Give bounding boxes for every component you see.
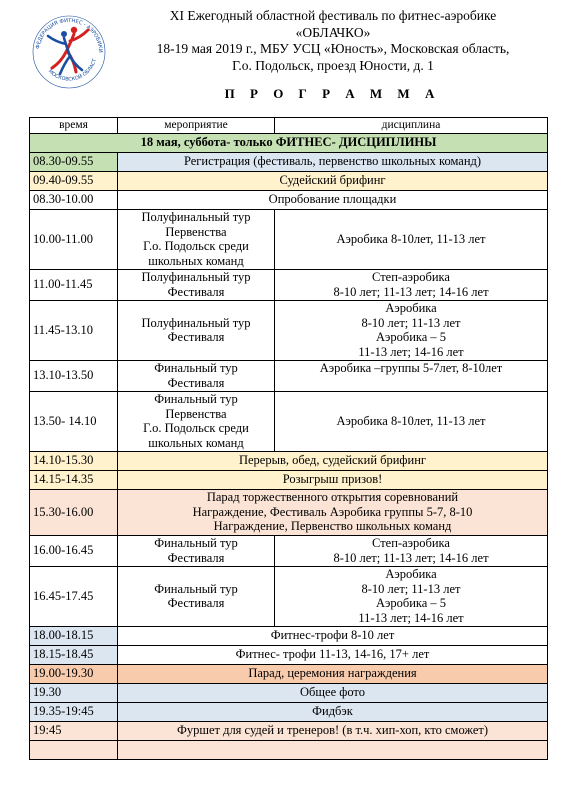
event-line: Г.о. Подольск среди bbox=[143, 239, 249, 253]
column-header-discipline: дисциплина bbox=[275, 118, 548, 134]
row-time: 08.30-10.00 bbox=[30, 190, 118, 209]
section-title: 18 мая, суббота- только ФИТНЕС- ДИСЦИПЛИНЫ bbox=[30, 133, 548, 152]
festival-header bbox=[118, 8, 548, 74]
discipline-line: 8-10 лет; 11-13 лет bbox=[361, 315, 461, 330]
table-row bbox=[30, 152, 548, 171]
row-text: Общее фото bbox=[118, 683, 548, 702]
discipline-line: Аэробика bbox=[385, 301, 437, 315]
row-time: 16.45-17.45 bbox=[30, 566, 118, 626]
column-header-time: время bbox=[30, 118, 118, 134]
row-event bbox=[118, 535, 275, 566]
row-time: 15.30-16.00 bbox=[30, 489, 118, 535]
row-time: 19.00-19.30 bbox=[30, 664, 118, 683]
header-line-2: «ОБЛАЧКО» bbox=[295, 24, 371, 40]
row-time: 16.00-16.45 bbox=[30, 535, 118, 566]
header-line-4: Г.о. Подольск, проезд Юности, д. 1 bbox=[232, 57, 434, 73]
row-discipline bbox=[275, 535, 548, 566]
row-time: 19.30 bbox=[30, 683, 118, 702]
discipline-line: 8-10 лет; 11-13 лет; 14-16 лет bbox=[333, 284, 489, 299]
row-time: 14.10-15.30 bbox=[30, 451, 118, 470]
table-row bbox=[30, 391, 548, 451]
table-row bbox=[30, 489, 548, 535]
program-title: П Р О Г Р А М М А bbox=[224, 86, 441, 101]
row-time: 13.10-13.50 bbox=[30, 360, 118, 391]
table-row bbox=[30, 360, 548, 391]
logo-ring-text-bottom: МОСКОВСКОЙ ОБЛАСТ bbox=[46, 58, 99, 83]
row-text: Судейский брифинг bbox=[118, 171, 548, 190]
event-line: Полуфинальный тур bbox=[141, 270, 251, 284]
event-line: Г.о. Подольск среди bbox=[143, 421, 249, 435]
row-text: Регистрация (фестиваль, первенство школьных команд) bbox=[118, 152, 548, 171]
row-text: Парад, церемония награждения bbox=[118, 664, 548, 683]
event-line: Фестиваля bbox=[167, 596, 225, 610]
row-text: Розыгрыш призов! bbox=[118, 470, 548, 489]
row-line: Парад торжественного открытия соревнований bbox=[206, 490, 459, 505]
discipline-line: Аэробика – 5 bbox=[375, 330, 447, 344]
table-row bbox=[30, 645, 548, 664]
discipline-line: Аэробика bbox=[385, 567, 437, 581]
row-time: 14.15-14.35 bbox=[30, 470, 118, 489]
row-text: Фуршет для судей и тренеров! (в т.ч. хип-хоп, кто сможет) bbox=[118, 721, 548, 740]
discipline-line: 11-13 лет; 14-16 лет bbox=[358, 344, 464, 359]
discipline-line: Аэробика 8-10лет, 11-13 лет bbox=[336, 413, 486, 428]
row-time: 11.45-13.10 bbox=[30, 300, 118, 360]
event-line: школьных команд bbox=[148, 253, 244, 268]
row-time: 11.00-11.45 bbox=[30, 269, 118, 300]
event-line: Фестиваля bbox=[167, 284, 225, 299]
table-row bbox=[30, 171, 548, 190]
row-discipline bbox=[275, 300, 548, 360]
event-line: Финальный тур bbox=[154, 536, 238, 550]
row-time: 13.50- 14.10 bbox=[30, 391, 118, 451]
event-line: Первенства bbox=[165, 406, 227, 421]
event-line: школьных команд bbox=[148, 435, 244, 450]
row-line: Награждение, Первенство школьных команд bbox=[213, 519, 452, 534]
row-time: 10.00-11.00 bbox=[30, 209, 118, 269]
table-row bbox=[30, 683, 548, 702]
row-text: Фитнес-трофи 8-10 лет bbox=[118, 626, 548, 645]
row-event bbox=[118, 391, 275, 451]
discipline-line: Степ-аэробика bbox=[372, 270, 450, 284]
table-row bbox=[30, 566, 548, 626]
table-row bbox=[30, 300, 548, 360]
event-line: Фестиваля bbox=[167, 375, 225, 390]
table-row bbox=[30, 470, 548, 489]
row-line: Награждение, Фестиваль Аэробика группы 5-7, 8-10 bbox=[192, 504, 473, 519]
row-event bbox=[118, 360, 275, 391]
event-line: Фестиваля bbox=[167, 330, 225, 344]
row-text: Фидбэк bbox=[118, 702, 548, 721]
table-row bbox=[30, 740, 548, 759]
table-row bbox=[30, 626, 548, 645]
discipline-line: 8-10 лет; 11-13 лет bbox=[361, 581, 461, 596]
row-discipline bbox=[275, 391, 548, 451]
row-time: 09.40-09.55 bbox=[30, 171, 118, 190]
event-line: Полуфинальный тур bbox=[141, 210, 251, 224]
discipline-line: Аэробика 8-10лет, 11-13 лет bbox=[336, 231, 486, 246]
row-time: 19:45 bbox=[30, 721, 118, 740]
row-discipline bbox=[275, 209, 548, 269]
row-text bbox=[118, 489, 548, 535]
event-line: Финальный тур bbox=[154, 581, 238, 596]
row-time bbox=[30, 740, 118, 759]
row-text: Перерыв, обед, судейский брифинг bbox=[118, 451, 548, 470]
table-row bbox=[30, 269, 548, 300]
row-event bbox=[118, 566, 275, 626]
row-event bbox=[118, 209, 275, 269]
discipline-line: 11-13 лет; 14-16 лет bbox=[358, 610, 464, 625]
discipline-line: Степ-аэробика bbox=[372, 536, 450, 550]
row-time: 18.00-18.15 bbox=[30, 626, 118, 645]
federation-logo bbox=[30, 8, 108, 94]
event-line: Фестиваля bbox=[167, 550, 225, 565]
discipline-line: Аэробика – 5 bbox=[375, 596, 447, 610]
schedule-table bbox=[29, 117, 548, 760]
table-row bbox=[30, 664, 548, 683]
column-header-event: мероприятие bbox=[118, 118, 275, 134]
row-time: 19.35-19:45 bbox=[30, 702, 118, 721]
event-line: Полуфинальный тур bbox=[141, 315, 251, 330]
logo-ring-text-top: ФЕДЕРАЦИЯ ФИТНЕС - АЭРОБИКИ bbox=[35, 17, 104, 53]
table-row bbox=[30, 702, 548, 721]
row-discipline bbox=[275, 360, 548, 391]
row-discipline bbox=[275, 269, 548, 300]
row-time: 08.30-09.55 bbox=[30, 152, 118, 171]
row-text: Фитнес- трофи 11-13, 14-16, 17+ лет bbox=[118, 645, 548, 664]
event-line: Финальный тур bbox=[154, 392, 238, 406]
table-row bbox=[30, 535, 548, 566]
discipline-line: 8-10 лет; 11-13 лет; 14-16 лет bbox=[333, 550, 489, 565]
row-text: Опробование площадки bbox=[118, 190, 548, 209]
event-line: Первенства bbox=[165, 224, 227, 239]
row-time: 18.15-18.45 bbox=[30, 645, 118, 664]
table-header-row bbox=[30, 118, 548, 134]
table-row bbox=[30, 190, 548, 209]
header-line-1: XI Ежегодный областной фестиваль по фитнес-аэробике bbox=[169, 8, 497, 23]
table-row bbox=[30, 451, 548, 470]
row-discipline bbox=[275, 566, 548, 626]
header-line-3: 18-19 мая 2019 г., МБУ УСЦ «Юность», Московская область, bbox=[156, 41, 510, 56]
row-event bbox=[118, 300, 275, 360]
table-row bbox=[30, 209, 548, 269]
section-row bbox=[30, 133, 548, 152]
table-row bbox=[30, 721, 548, 740]
row-text bbox=[118, 740, 548, 759]
discipline-line: Аэробика –группы 5-7лет, 8-10лет bbox=[319, 360, 503, 375]
event-line: Финальный тур bbox=[154, 361, 238, 375]
row-event bbox=[118, 269, 275, 300]
